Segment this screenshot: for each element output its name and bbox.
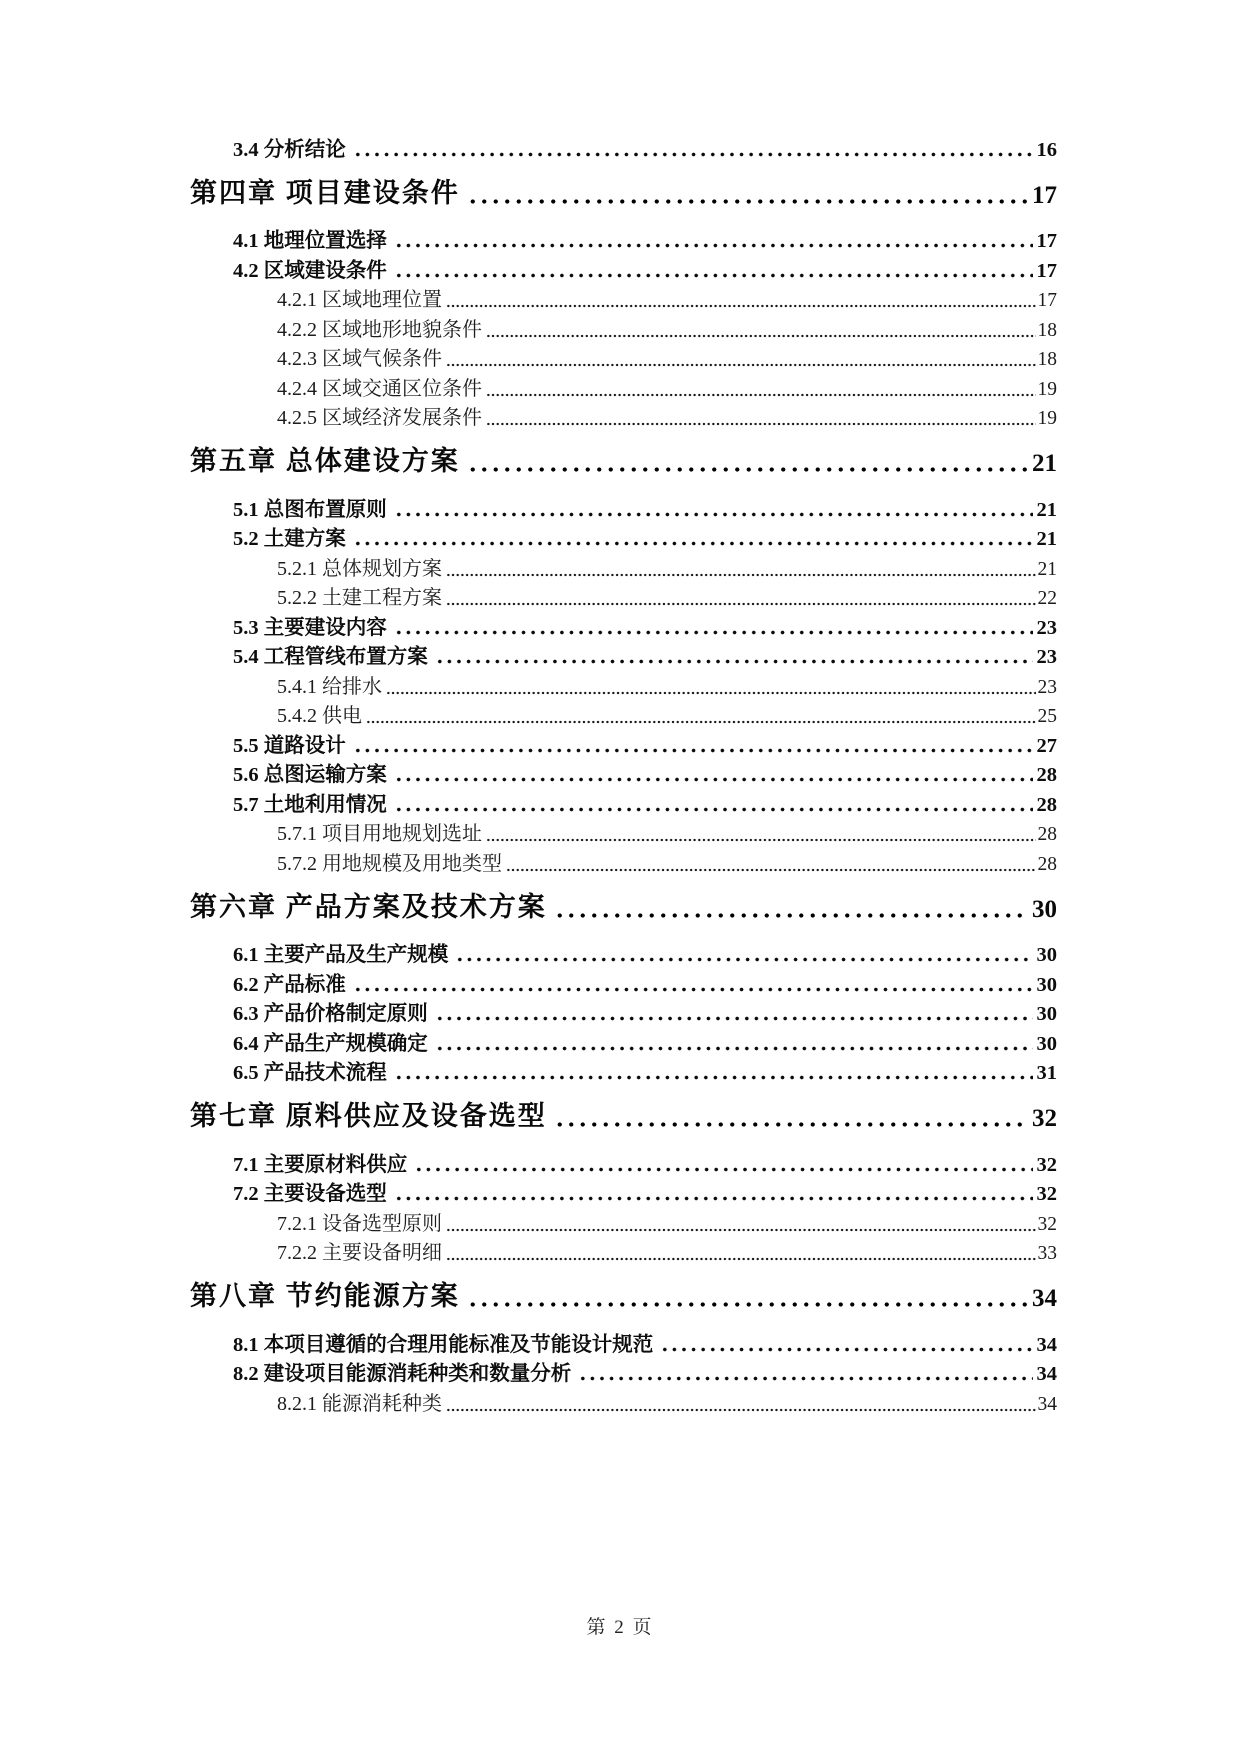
dot-leader [486,392,1036,398]
toc-entry[interactable] [190,522,1057,552]
dot-leader [394,629,1033,636]
toc-entry-page: 21 [1036,528,1057,550]
toc-entry-label: 6.3 产品价格制定原则 [233,1003,428,1025]
toc-entry[interactable] [190,846,1057,876]
toc-entry-label: 第六章 产品方案及技术方案 [190,891,547,922]
toc-entry-label: 4.2.1 区域地理位置 [277,289,442,311]
dot-leader [394,511,1033,518]
toc-entry-label: 5.4.2 供电 [277,705,362,727]
dot-leader [486,837,1036,843]
toc-entry-label: 第七章 原料供应及设备选型 [190,1101,547,1131]
toc-entry-page: 34 [1036,1363,1057,1385]
dot-leader [394,272,1033,279]
dot-leader [660,1346,1032,1353]
dot-leader [394,776,1033,783]
toc-entry[interactable] [190,371,1057,401]
toc-entry[interactable] [190,132,1057,162]
toc-entry-page: 21 [1032,450,1057,477]
toc-entry[interactable] [190,1327,1057,1357]
dot-leader [366,719,1036,725]
toc-entry-page: 33 [1037,1243,1057,1264]
toc-entry[interactable] [190,938,1057,968]
toc-entry-label: 7.1 主要原材料供应 [233,1153,408,1176]
toc-entry[interactable] [190,176,1057,210]
toc-entry-page: 28 [1036,793,1057,816]
toc-entry-label: 4.2.3 区域气候条件 [277,348,442,370]
toc-entry[interactable] [190,1177,1057,1207]
toc-entry[interactable] [190,997,1057,1027]
toc-entry[interactable] [190,1386,1057,1416]
page-footer [0,1612,1240,1639]
dot-leader [506,867,1036,873]
toc-entry-page: 27 [1036,734,1057,757]
toc-entry[interactable] [190,967,1057,997]
toc-entry[interactable] [190,581,1057,611]
toc-entry[interactable] [190,224,1057,254]
toc-entry-label: 6.1 主要产品及生产规模 [233,944,449,966]
dot-leader [467,198,1028,205]
dot-leader [414,1166,1032,1173]
toc-entry-page: 30 [1036,973,1057,996]
dot-leader [446,303,1036,309]
toc-entry[interactable] [190,492,1057,522]
dot-leader [353,747,1033,754]
toc-entry-page: 23 [1036,616,1057,639]
dot-leader [554,912,1028,919]
toc-entry-page: 32 [1036,1153,1057,1176]
toc-entry-label: 5.1 总图布置原则 [233,498,387,521]
dot-leader [486,421,1036,427]
toc-entry-page: 18 [1037,319,1057,341]
toc-entry-page: 30 [1036,1032,1057,1055]
toc-entry-page: 32 [1036,1183,1057,1205]
toc-entry-page: 16 [1036,138,1057,161]
toc-entry[interactable] [190,312,1057,342]
toc-entry[interactable] [190,758,1057,788]
toc-entry-label: 4.2.2 区域地形地貌条件 [277,318,482,341]
toc-entry-page: 28 [1036,764,1057,786]
toc-entry-label: 8.2.1 能源消耗种类 [277,1392,442,1415]
toc-entry-label: 5.7.2 用地规模及用地类型 [277,852,502,875]
toc-entry-label: 5.3 主要建设内容 [233,616,387,639]
dot-leader [467,1301,1028,1308]
toc-entry-page: 34 [1036,1333,1057,1356]
toc-entry[interactable] [190,253,1057,283]
dot-leader [353,151,1033,158]
toc-entry[interactable] [190,890,1057,924]
toc-entry-label: 7.2 主要设备选型 [233,1183,387,1205]
toc-entry[interactable] [190,1357,1057,1387]
toc-entry[interactable] [190,1056,1057,1086]
toc-entry-page: 25 [1037,706,1057,727]
toc-entry-page: 28 [1037,824,1057,845]
toc-entry[interactable] [190,1026,1057,1056]
toc-entry-page: 32 [1037,1213,1057,1235]
dot-leader [446,1256,1036,1262]
toc-entry-label: 第五章 总体建设方案 [190,446,460,476]
toc-entry[interactable] [190,728,1057,758]
toc-entry-page: 17 [1036,259,1057,282]
toc-entry-page: 19 [1037,408,1057,429]
dot-leader [455,956,1032,963]
toc-entry-page: 30 [1036,1003,1057,1025]
dot-leader [353,986,1033,993]
dot-leader [446,572,1036,578]
toc-entry[interactable] [190,401,1057,431]
toc-entry[interactable] [190,669,1057,699]
toc-entry[interactable] [190,444,1057,478]
toc-entry-label: 6.4 产品生产规模确定 [233,1032,428,1055]
dot-leader [446,601,1036,607]
toc-entry-page: 23 [1036,646,1057,668]
toc-entry[interactable] [190,787,1057,817]
toc-entry-label: 5.2.2 土建工程方案 [277,587,442,609]
toc-entry[interactable] [190,342,1057,372]
toc-entry-page: 22 [1037,588,1057,609]
dot-leader [435,1045,1033,1052]
toc-entry-label: 5.5 道路设计 [233,734,346,757]
toc-entry[interactable] [190,1236,1057,1266]
toc-entry-label: 5.2 土建方案 [233,528,346,550]
toc-entry[interactable] [190,817,1057,847]
toc-entry-page: 19 [1037,378,1057,400]
toc-entry-label: 5.7 土地利用情况 [233,793,387,816]
toc-entry-label: 4.1 地理位置选择 [233,230,387,252]
toc-entry-label: 8.2 建设项目能源消耗种类和数量分析 [233,1363,572,1385]
toc-entry-label: 6.5 产品技术流程 [233,1062,387,1084]
toc-entry-page: 17 [1037,290,1057,311]
toc-entry-label: 4.2 区域建设条件 [233,259,387,282]
toc-entry-page: 21 [1036,498,1057,521]
toc-entry[interactable] [190,1279,1057,1313]
toc-entry-label: 4.2.4 区域交通区位条件 [277,377,482,400]
toc-entry-label: 5.4.1 给排水 [277,675,382,698]
toc-entry-label: 第四章 项目建设条件 [190,177,460,208]
dot-leader [386,690,1036,696]
toc-entry-label: 5.2.1 总体规划方案 [277,557,442,580]
toc-entry-page: 18 [1037,349,1057,370]
dot-leader [467,466,1028,473]
toc-entry[interactable] [190,610,1057,640]
toc-entry[interactable] [190,1147,1057,1177]
toc-entry[interactable] [190,283,1057,313]
toc-entry-label: 6.2 产品标准 [233,973,346,996]
toc-entry-page: 17 [1036,230,1057,252]
toc-entry[interactable] [190,1099,1057,1133]
table-of-contents [190,132,1057,1416]
toc-entry-label: 5.6 总图运输方案 [233,764,387,786]
page-number-label: 第 2 页 [586,1617,654,1638]
toc-entry-label: 5.4 工程管线布置方案 [233,646,428,668]
dot-leader [394,1074,1033,1081]
dot-leader [578,1375,1032,1382]
toc-entry[interactable] [190,1206,1057,1236]
toc-entry-label: 7.2.1 设备选型原则 [277,1212,442,1235]
toc-entry[interactable] [190,699,1057,729]
toc-entry[interactable] [190,551,1057,581]
toc-entry-page: 32 [1032,1105,1057,1132]
toc-entry-label: 5.7.1 项目用地规划选址 [277,823,482,845]
toc-entry-label: 4.2.5 区域经济发展条件 [277,407,482,429]
toc-entry-label: 第八章 节约能源方案 [190,1281,460,1311]
toc-entry-page: 21 [1037,558,1057,580]
toc-entry-label: 7.2.2 主要设备明细 [277,1242,442,1264]
toc-entry-page: 34 [1032,1285,1057,1312]
dot-leader [353,540,1033,547]
toc-entry-page: 34 [1037,1393,1057,1415]
toc-entry-label: 3.4 分析结论 [233,138,346,161]
toc-entry-page: 28 [1037,853,1057,875]
dot-leader [435,658,1033,665]
dot-leader [394,1195,1033,1202]
dot-leader [446,1227,1036,1233]
toc-entry[interactable] [190,640,1057,670]
dot-leader [435,1015,1033,1022]
dot-leader [394,806,1033,813]
toc-entry-page: 23 [1037,676,1057,698]
toc-entry-page: 17 [1032,181,1057,209]
dot-leader [446,1407,1036,1413]
dot-leader [486,333,1036,339]
toc-entry-page: 30 [1032,895,1057,923]
toc-entry-page: 30 [1036,944,1057,966]
toc-entry-label: 8.1 本项目遵循的合理用能标准及节能设计规范 [233,1333,654,1356]
toc-entry-page: 31 [1036,1062,1057,1084]
dot-leader [446,362,1036,368]
dot-leader [394,242,1033,249]
dot-leader [554,1121,1028,1128]
